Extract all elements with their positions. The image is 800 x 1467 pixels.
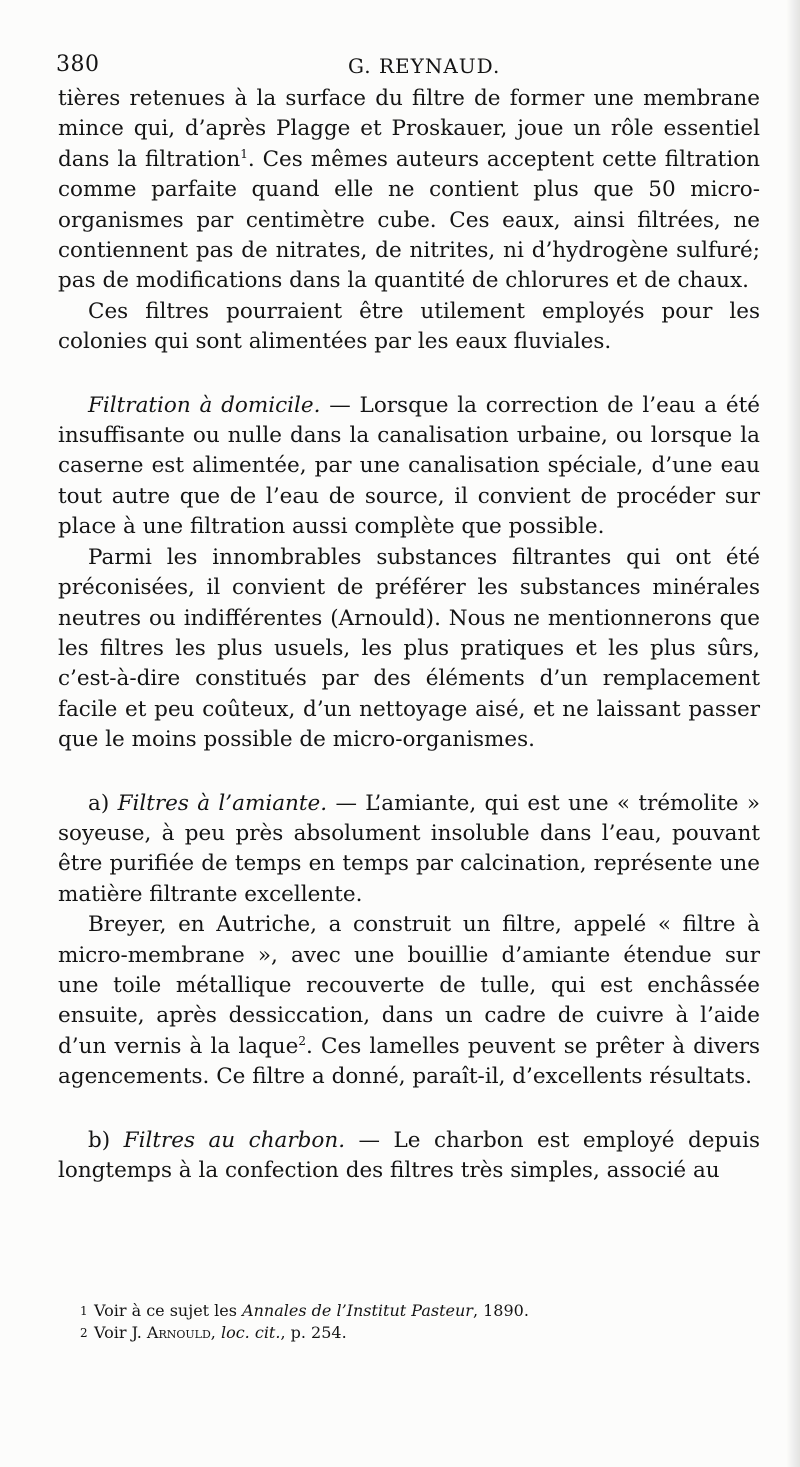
item-marker-b: b): [88, 1127, 124, 1153]
item-marker-a: a): [88, 790, 118, 816]
page-number: 380: [56, 52, 100, 77]
footnote-text: ,: [210, 1323, 221, 1342]
running-header: [56, 52, 756, 82]
footnote-text: , 1890.: [472, 1301, 529, 1320]
footnote-source-title: Annales de l’Institut Pasteur: [242, 1301, 473, 1320]
paragraph-text: . Ces mêmes auteurs acceptent cette filtration comme parfaite quand elle ne contient plus que 50 micro-organismes par centimètre cube. Ces eaux, ainsi filtrées, ne contiennent pas de nitrates, de nitrites, ni d’hydrogène sulfuré; pas de modifications dans la quantité de chlorures et de chaux.: [58, 146, 760, 294]
paragraph-text: — Le charbon est employé depuis longtemps à la confection des filtres très simples, associé au: [58, 1127, 760, 1183]
section-lead-asbestos: Filtres à l’amiante.: [117, 790, 328, 816]
paragraph-membrane: [58, 84, 760, 297]
body-text: [58, 84, 760, 1186]
footnote-mark-1: 1: [80, 1304, 88, 1318]
paragraph-asbestos-filters: [58, 789, 760, 911]
footnote-ref-1: 1: [240, 146, 248, 161]
paragraph-text: . Ces lamelles peuvent se prêter à divers agencements. Ce filtre a donné, paraît-il, d’excellents résultats.: [58, 1033, 761, 1090]
paragraph-breyer-filter: [58, 910, 760, 1092]
footnote-text: Voir à ce sujet les: [94, 1301, 243, 1320]
footnotes: [80, 1300, 760, 1344]
paragraph-substances: Parmi les innombrables substances filtrantes qui ont été préconisées, il convient de préférer les substances minérales neutres ou indifférentes (Arnould). Nous ne mentionnerons que les filtres les plus usuels, les plus pratiques et les plus sûrs, c’est-à-dire constitués par des éléments d’un remplacement facile et peu coûteux, d’un nettoyage aisé, et ne laissant passer que le moins possible de micro-organismes.: [58, 544, 760, 753]
footnote-loc-cit: loc. cit.: [220, 1323, 281, 1342]
scan-shadow-edge: [786, 0, 800, 1467]
paragraph-text: Breyer, en Autriche, a construit un filtre, appelé « filtre à micro-membrane », avec une bouillie d’amiante étendue sur une toile métallique recouverte de tulle, qui est enchâssée ensuite, après dessiccation, dans un cadre de cuivre à l’aide d’un vernis à la laque: [58, 912, 760, 1059]
section-lead-charcoal: Filtres au charbon.: [123, 1127, 346, 1153]
footnote-text: Voir J.: [94, 1323, 147, 1342]
footnote-author-name: Arnould: [146, 1323, 211, 1342]
paragraph-text: — L’amiante, qui est une « trémolite » soyeuse, à peu près absolument insoluble dans l’eau, pouvant être purifiée de temps en temps par calcination, représente une matière filtrante excellente.: [58, 790, 760, 907]
footnote-ref-2: 2: [298, 1033, 307, 1048]
footnote-mark-2: 2: [80, 1326, 88, 1340]
paragraph-colonies: Ces filtres pourraient être utilement employés pour les colonies qui sont alimentées par les eaux fluviales.: [58, 298, 760, 355]
footnote-text: , p. 254.: [280, 1323, 347, 1342]
paragraph-text: — Lorsque la correction de l’eau a été insuffisante ou nulle dans la canalisation urbaine, ou lorsque la caserne est alimentée, par une canalisation spéciale, d’une eau tout autre que de l’eau de source, il convient de procéder sur place à une filtration aussi complète que possible.: [58, 392, 760, 540]
paragraph-charcoal-filters: [58, 1126, 760, 1187]
footnote-1: [80, 1300, 760, 1322]
footnote-2: [80, 1322, 760, 1344]
running-header-author: G. REYNAUD.: [348, 54, 501, 78]
paragraph-text: tières retenues à la surface du filtre de former une membrane mince qui, d’après Plagge et Proskauer, joue un rôle essentiel dans la filtration: [58, 86, 760, 172]
paragraph-home-filtration: [58, 391, 760, 543]
section-lead-home-filtration: Filtration à domicile.: [88, 392, 321, 418]
